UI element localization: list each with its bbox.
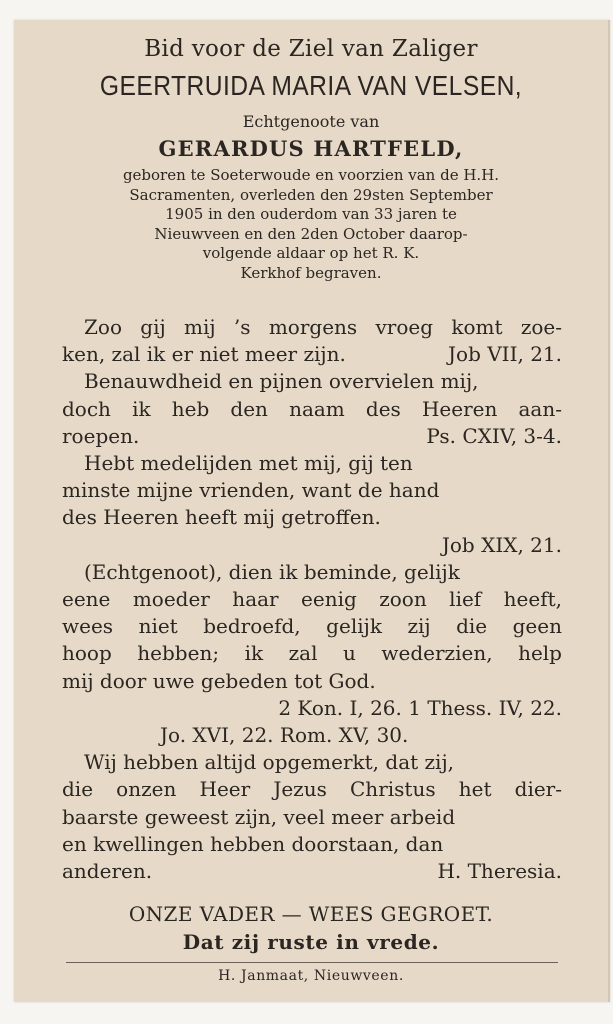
verse-text: mij door uwe gebeden tot God.	[62, 668, 376, 693]
bio-line: Sacramenten, overleden den 29sten September	[129, 185, 493, 204]
verse-text: en kwellingen hebben doorstaan, dan	[62, 831, 444, 856]
divider-line	[66, 962, 558, 963]
verse-text: anderen.	[62, 859, 153, 884]
verse-line	[62, 640, 562, 667]
verse-line	[62, 776, 562, 803]
verse-line	[62, 559, 562, 586]
deceased-name: GEERTRUIDA MARIA VAN VELSEN,	[99, 70, 523, 101]
verse-line	[62, 586, 562, 613]
verse-line	[62, 396, 562, 423]
verse-text: minste mijne vrienden, want de hand	[62, 478, 440, 503]
verse-line	[62, 341, 562, 368]
verse-text: (Echtgenoot), dien ik beminde, gelijk	[84, 559, 460, 584]
verse-text: Wij hebben altijd opgemerkt, dat zij,	[84, 750, 454, 775]
bio-line: Nieuwveen en den 2den October daarop-	[154, 224, 468, 243]
verse-text: die onzen Heer Jezus Christus het dier-	[62, 777, 562, 802]
verse-line	[62, 314, 562, 341]
verse-reference: Jo. XVI, 22. Rom. XV, 30.	[160, 723, 409, 748]
verse-line	[62, 749, 562, 776]
bio-line: volgende aldaar op het R. K.	[202, 244, 420, 262]
verse-reference: Job VII, 21.	[448, 342, 562, 367]
biography	[44, 166, 578, 283]
printer-credit: H. Janmaat, Nieuwveen.	[218, 968, 404, 984]
verse-line	[62, 858, 562, 885]
verse-line	[62, 368, 562, 395]
verse-line	[62, 423, 562, 450]
memorial-card	[14, 20, 610, 1002]
verse-text: doch ik heb den naam des Heeren aan-	[62, 396, 562, 421]
verse-line	[62, 532, 562, 559]
verse-text: Hebt medelijden met mij, gij ten	[84, 451, 413, 476]
closing-prayer: ONZE VADER — WEES GEGROET.	[128, 902, 494, 926]
verse-line	[62, 477, 562, 504]
bio-line: Kerkhof begraven.	[240, 263, 382, 282]
verse-line	[62, 613, 562, 640]
verse-reference: H. Theresia.	[437, 859, 562, 884]
verse-text: Benauwdheid en pijnen overvielen mij,	[84, 369, 479, 394]
verse-line	[62, 668, 562, 695]
verse-text: eene moeder haar eenig zoon lief heeft,	[62, 587, 562, 612]
verse-reference: Ps. CXIV, 3-4.	[426, 423, 562, 448]
verse-line	[62, 504, 562, 531]
bio-line: geboren te Soeterwoude en voorzien van de H.H.	[122, 166, 500, 184]
prayer-prefix: Bid voor de Ziel van Zaliger	[144, 36, 478, 62]
verse-reference: Job XIX, 21.	[441, 532, 562, 557]
verse-line	[62, 831, 562, 858]
verse-line	[62, 450, 562, 477]
verse-line	[62, 804, 562, 831]
verse-line	[62, 722, 562, 749]
verse-text: ken, zal ik er niet meer zijn.	[62, 342, 346, 367]
closing	[14, 900, 608, 956]
spouse-label: Echtgenoote van	[242, 112, 380, 131]
verse-text: wees niet bedroefd, gelijk zij die geen	[62, 614, 562, 639]
rest-in-peace: Dat zij ruste in vrede.	[182, 930, 440, 954]
verse-text: baarste geweest zijn, veel meer arbeid	[62, 804, 456, 829]
bio-line: 1905 in den ouderdom van 33 jaren te	[165, 205, 457, 223]
spouse-name: GERARDUS HARTFELD,	[158, 136, 464, 161]
card-header	[14, 34, 608, 283]
verse-reference: 2 Kon. I, 26. 1 Thess. IV, 22.	[278, 695, 562, 720]
verse-text: Zoo gij mij ’s morgens vroeg komt zoe-	[84, 315, 562, 339]
scripture-verses	[62, 314, 562, 885]
verse-text: roepen.	[62, 423, 140, 448]
verse-line	[62, 695, 562, 722]
verse-text: hoop hebben; ik zal u wederzien, help	[62, 641, 562, 666]
verse-text: des Heeren heeft mij getroffen.	[62, 505, 381, 530]
